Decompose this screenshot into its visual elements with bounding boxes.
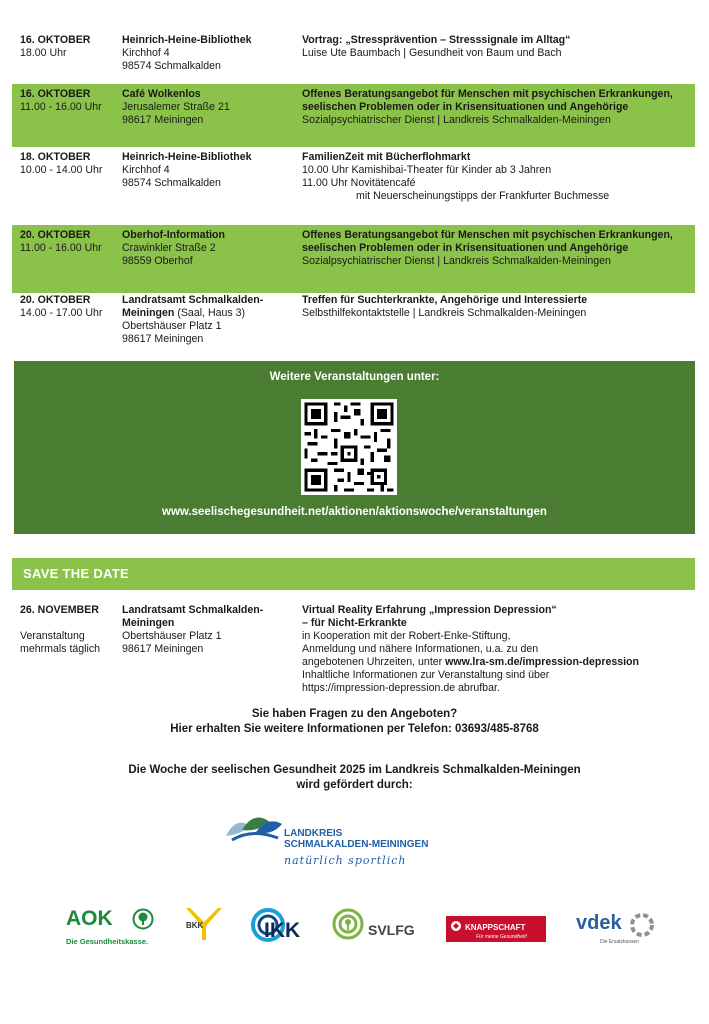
registration-link[interactable]: www.lra-sm.de/impression-depression bbox=[445, 656, 640, 668]
event-street: Crawinkler Straße 2 bbox=[122, 242, 216, 254]
event-row bbox=[12, 225, 695, 293]
event-time: 11.00 - 16.00 Uhr bbox=[20, 101, 102, 113]
event-title: Virtual Reality Erfahrung „Impression Depression“ bbox=[302, 604, 557, 616]
event-city: 98559 Oberhof bbox=[122, 255, 193, 267]
event-venue-col bbox=[122, 34, 300, 73]
event-title: Offenes Beratungsangebot für Menschen mit psychischen Erkrankungen, seelischen Problemen oder in Krisensituationen und Angehörige bbox=[302, 88, 673, 113]
vdek-ring-icon bbox=[628, 911, 656, 939]
event-time: 14.00 - 17.00 Uhr bbox=[20, 307, 103, 319]
event-desc: angebotenen Uhrzeiten, unter bbox=[302, 656, 446, 668]
event-desc: https://impression-depression.de abrufbar. bbox=[302, 682, 500, 694]
bkk-logo: BKK bbox=[186, 906, 224, 946]
funding-line: wird gefördert durch: bbox=[296, 779, 413, 791]
event-street: Jerusalemer Straße 21 bbox=[122, 101, 230, 113]
event-city: 98617 Meiningen bbox=[122, 114, 204, 126]
event-desc-line bbox=[302, 656, 692, 669]
event-desc: Anmeldung und nähere Informationen, u.a. zu den bbox=[302, 643, 539, 655]
contact-question: Sie haben Fragen zu den Angeboten? bbox=[251, 708, 458, 720]
event-date: 16. OKTOBER bbox=[20, 88, 91, 100]
event-program-line: 11.00 Uhr Novitätencafé bbox=[302, 177, 416, 189]
event-venue-col bbox=[122, 151, 300, 190]
svlfg-logo: SVLFG bbox=[332, 908, 422, 948]
event-date: 16. OKTOBER bbox=[20, 34, 91, 46]
event-row bbox=[12, 290, 695, 352]
event-organizer: Luise Ute Baumbach | Gesundheit von Baum und Bach bbox=[302, 47, 562, 59]
event-details-col bbox=[302, 151, 692, 203]
vdek-logo: vdek Die Ersatzkassen bbox=[576, 911, 660, 945]
more-events-box bbox=[14, 361, 695, 534]
aok-tree-icon bbox=[132, 908, 154, 930]
event-street: Obertshäuser Platz 1 bbox=[122, 630, 222, 642]
event-venue-suffix: (Saal, Haus 3) bbox=[174, 307, 246, 319]
event-venue-col bbox=[122, 88, 300, 127]
event-date-col bbox=[20, 88, 120, 114]
event-venue: Café Wolkenlos bbox=[122, 88, 201, 100]
event-date: 20. OKTOBER bbox=[20, 294, 91, 306]
landkreis-name: LANDKREIS bbox=[284, 828, 343, 839]
event-venue: Heinrich-Heine-Bibliothek bbox=[122, 34, 252, 46]
event-time: 11.00 - 16.00 Uhr bbox=[20, 242, 102, 254]
event-row bbox=[12, 30, 695, 84]
event-city: 98617 Meiningen bbox=[122, 333, 204, 345]
event-desc: Inhaltliche Informationen zur Veranstaltung sind über bbox=[302, 669, 550, 681]
event-program-line: mit Neuerscheinungstipps der Frankfurter Buchmesse bbox=[356, 190, 610, 202]
svlfg-emblem-icon bbox=[332, 908, 364, 940]
event-row bbox=[12, 147, 695, 225]
landkreis-name: SCHMALKALDEN-MEININGEN bbox=[284, 839, 429, 850]
landkreis-slogan: natürlich sportlich bbox=[284, 854, 407, 867]
event-details-col bbox=[302, 229, 692, 268]
event-title: Offenes Beratungsangebot für Menschen mit psychischen Erkrankungen, seelischen Problemen oder in Krisensituationen und Angehörige bbox=[302, 229, 673, 254]
event-venue-col bbox=[122, 294, 300, 346]
event-row bbox=[12, 84, 695, 147]
funding-line: Die Woche der seelischen Gesundheit 2025 im Landkreis Schmalkalden-Meiningen bbox=[128, 764, 581, 776]
event-venue: Landratsamt Schmalkalden-Meiningen bbox=[122, 604, 264, 629]
event-date-col bbox=[20, 34, 120, 60]
qr-code[interactable] bbox=[301, 399, 397, 495]
event-time: 18.00 Uhr bbox=[20, 47, 67, 59]
event-organizer: Selbsthilfekontaktstelle | Landkreis Schmalkalden-Meiningen bbox=[302, 307, 587, 319]
event-title: FamilienZeit mit Bücherflohmarkt bbox=[302, 151, 471, 163]
contact-phone: Hier erhalten Sie weitere Informationen per Telefon: 03693/485-8768 bbox=[170, 723, 539, 735]
event-venue-col bbox=[122, 229, 300, 268]
event-desc: in Kooperation mit der Robert-Enke-Stiftung, bbox=[302, 630, 511, 642]
event-date-col bbox=[20, 229, 120, 255]
event-date: 18. OKTOBER bbox=[20, 151, 91, 163]
knappschaft-emblem-icon bbox=[450, 920, 462, 932]
aok-logo: AOK Die Gesundheitskasse. bbox=[66, 907, 158, 947]
event-date-col bbox=[20, 604, 120, 656]
event-date-col bbox=[20, 151, 120, 177]
event-city: 98617 Meiningen bbox=[122, 643, 204, 655]
event-details-col bbox=[302, 294, 692, 320]
event-program-line: 10.00 Uhr Kamishibai-Theater für Kinder ab 3 Jahren bbox=[302, 164, 552, 176]
event-city: 98574 Schmalkalden bbox=[122, 177, 221, 189]
event-date-col bbox=[20, 294, 120, 320]
event-street: Obertshäuser Platz 1 bbox=[122, 320, 222, 332]
event-details-col bbox=[302, 604, 692, 695]
event-title: Treffen für Suchterkrankte, Angehörige und Interessierte bbox=[302, 294, 588, 306]
ikk-logo: IKK bbox=[250, 905, 306, 947]
save-the-date-bar bbox=[12, 558, 695, 590]
event-venue: Oberhof-Information bbox=[122, 229, 225, 241]
event-street: Kirchhof 4 bbox=[122, 164, 170, 176]
save-the-date-event bbox=[12, 600, 695, 700]
more-events-title: Weitere Veranstaltungen unter: bbox=[269, 371, 440, 383]
event-time: 10.00 - 14.00 Uhr bbox=[20, 164, 103, 176]
knappschaft-logo: KNAPPSCHAFT Für meine Gesundheit! bbox=[446, 916, 546, 942]
event-organizer: Sozialpsychiatrischer Dienst | Landkreis Schmalkalden-Meiningen bbox=[302, 114, 611, 126]
event-note: Veranstaltung bbox=[20, 630, 85, 642]
event-note: mehrmals täglich bbox=[20, 643, 101, 655]
event-title: Vortrag: „Stressprävention – Stresssignale im Alltag“ bbox=[302, 34, 571, 46]
event-details-col bbox=[302, 88, 692, 127]
more-events-url[interactable]: www.seelischegesundheit.net/aktionen/aktionswoche/veranstaltungen bbox=[162, 506, 547, 518]
event-venue-col bbox=[122, 604, 272, 656]
event-title-sub: – für Nicht-Erkrankte bbox=[302, 617, 407, 629]
event-street: Kirchhof 4 bbox=[122, 47, 170, 59]
event-organizer: Sozialpsychiatrischer Dienst | Landkreis Schmalkalden-Meiningen bbox=[302, 255, 611, 267]
event-venue: Heinrich-Heine-Bibliothek bbox=[122, 151, 252, 163]
landkreis-logo bbox=[222, 808, 452, 878]
save-the-date-heading: SAVE THE DATE bbox=[23, 566, 129, 581]
event-details-col bbox=[302, 34, 692, 60]
landkreis-emblem-icon bbox=[222, 808, 286, 848]
event-date: 26. NOVEMBER bbox=[20, 604, 99, 616]
event-date: 20. OKTOBER bbox=[20, 229, 91, 241]
event-city: 98574 Schmalkalden bbox=[122, 60, 221, 72]
event-venue-line bbox=[122, 294, 300, 320]
event-venue: Landratsamt Schmalkalden-Meiningen bbox=[122, 294, 264, 319]
